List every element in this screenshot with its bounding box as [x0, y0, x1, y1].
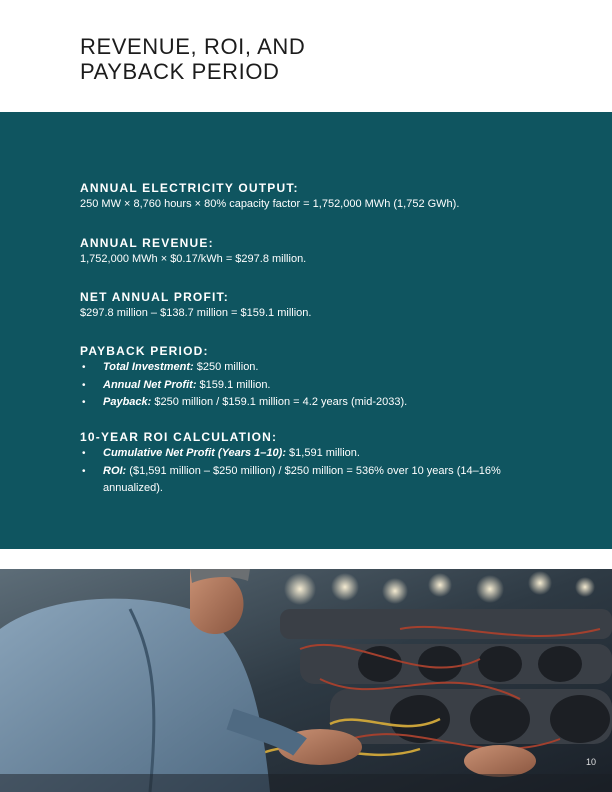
section-heading: NET ANNUAL PROFIT: [80, 290, 229, 304]
list-item: • Annual Net Profit: $159.1 million. [80, 377, 550, 395]
bullet-icon: • [82, 397, 86, 408]
list-item: • Cumulative Net Profit (Years 1–10): $1,591 million. [80, 445, 550, 463]
page-title-line-1: REVENUE, ROI, AND [80, 34, 306, 59]
section-heading: PAYBACK PERIOD: [80, 344, 209, 358]
section-body: 1,752,000 MWh × $0.17/kWh = $297.8 million. [80, 253, 307, 265]
section-body: $297.8 million – $138.7 million = $159.1 million. [80, 307, 312, 319]
section-roi-calculation [80, 429, 550, 498]
list-item: • ROI: ($1,591 million – $250 million) / $250 million = 536% over 10 years (14–16% annualized). [82, 464, 501, 494]
technician-photo [0, 569, 612, 792]
section-heading: ANNUAL REVENUE: [80, 236, 214, 250]
list-item: • Payback: $250 million / $159.1 million = 4.2 years (mid-2033). [80, 394, 550, 412]
list-item: • Total Investment: $250 million. [80, 359, 550, 377]
page-title [80, 34, 305, 84]
section-annual-revenue [80, 235, 550, 267]
bullet-icon: • [82, 379, 86, 391]
roi-list [80, 445, 550, 498]
section-annual-output [80, 180, 550, 212]
section-heading: ANNUAL ELECTRICITY OUTPUT: [80, 181, 299, 195]
bullet-icon: • [82, 362, 86, 373]
bullet-icon: • [82, 465, 86, 477]
bullet-icon: • [82, 448, 86, 459]
section-body: 250 MW × 8,760 hours × 80% capacity factor = 1,752,000 MWh (1,752 GWh). [80, 198, 460, 210]
section-payback-period [80, 343, 550, 412]
payback-list [80, 359, 550, 412]
page-number: 10 [585, 757, 596, 767]
section-net-profit [80, 289, 550, 321]
page-title-line-2: PAYBACK PERIOD [80, 59, 280, 84]
section-heading: 10-YEAR ROI CALCULATION: [80, 430, 278, 444]
